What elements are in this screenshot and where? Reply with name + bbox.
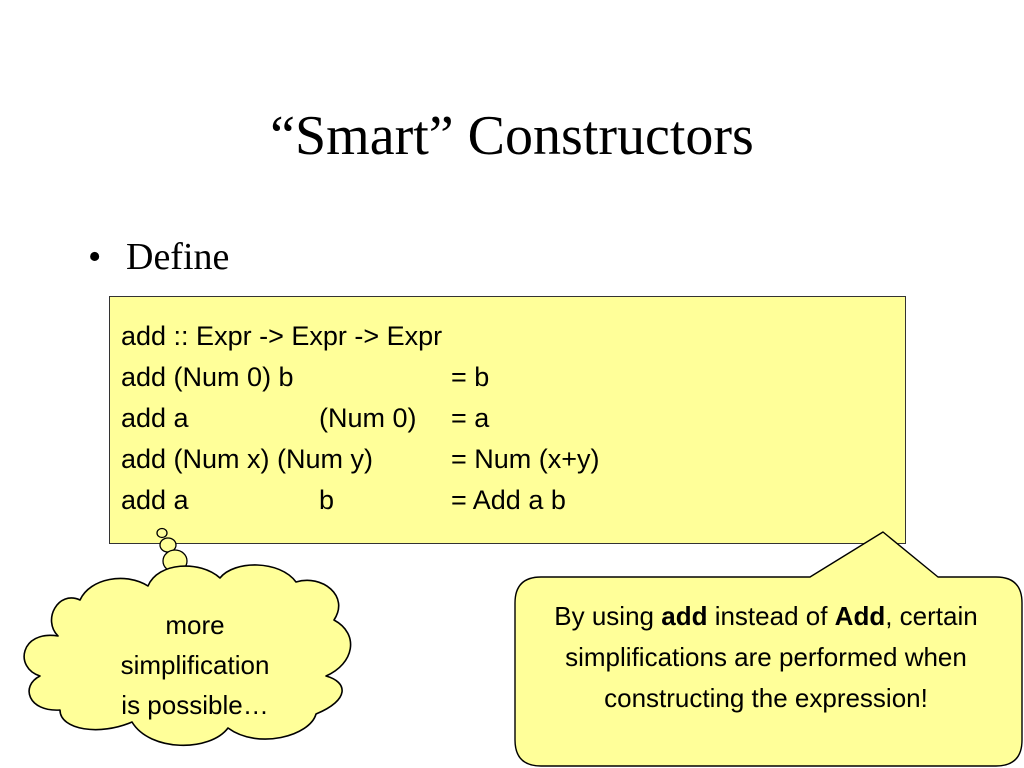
code-cell: add a [121,485,189,515]
slide-title: “Smart” Constructors [270,105,754,167]
cloud-line: is possible… [121,690,269,720]
bullet-text: Define [126,236,230,278]
code-cell: add :: Expr -> Expr -> Expr [121,321,443,351]
callout-text [516,596,1016,719]
code-cell: = Add a b [451,485,566,515]
code-cell: = a [451,403,490,433]
callout-text-pre: By using [554,601,662,631]
code-cell: = b [451,362,490,392]
code-cell: b [319,485,335,515]
code-cell: add (Num 0) b [121,362,294,392]
thought-bubble-dot [157,529,167,538]
bullet-glyph: • [88,236,102,278]
callout-keyword-Add: Add [834,601,886,631]
code-cell: (Num 0) [319,403,417,433]
thought-cloud-text [70,605,320,725]
code-cell: add (Num x) (Num y) [121,444,374,474]
code-cell: add a [121,403,189,433]
callout-text-mid: instead of [707,601,835,631]
cloud-line: simplification [120,650,270,680]
callout-text-post: , certain simplifications are performed when constructing the expression! [565,601,978,713]
cloud-line: more [165,610,225,640]
callout-keyword-add: add [661,601,708,631]
code-cell: = Num (x+y) [451,444,600,474]
